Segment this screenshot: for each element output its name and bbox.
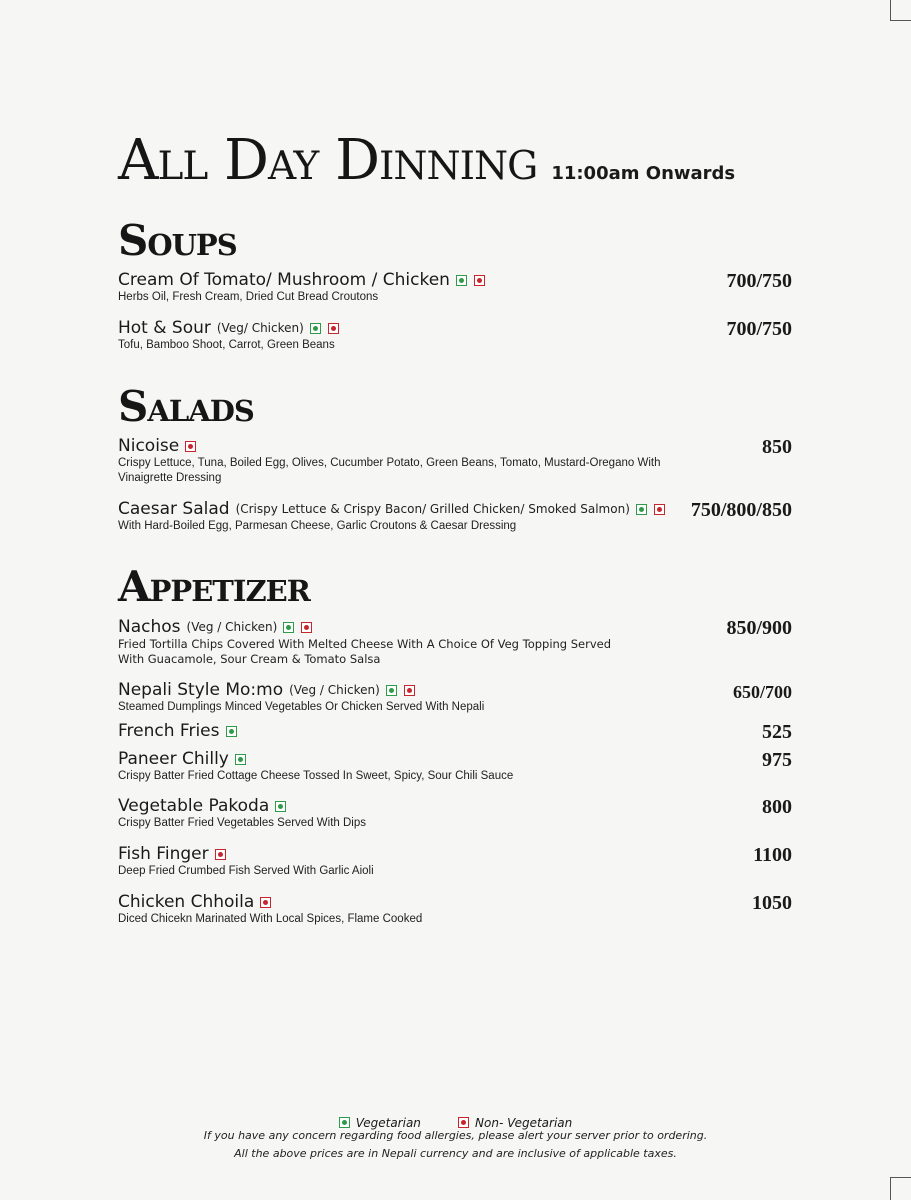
menu-item	[118, 796, 792, 831]
item-price: 700/750	[726, 270, 792, 292]
item-price: 1100	[753, 844, 792, 866]
item-name: Cream Of Tomato/ Mushroom / Chicken	[118, 270, 450, 290]
non-veg-icon	[215, 849, 226, 860]
item-price: 650/700	[732, 682, 792, 702]
item-name: Vegetable Pakoda	[118, 796, 270, 816]
menu-item	[118, 680, 792, 715]
menu-item	[118, 892, 792, 927]
legend-non-veg	[458, 1116, 572, 1130]
menu-item	[118, 844, 792, 879]
page-title: All Day Dinning	[118, 128, 538, 193]
menu-item	[118, 749, 792, 784]
legend-veg	[339, 1116, 421, 1130]
item-price: 850/900	[726, 617, 792, 639]
menu-item	[118, 318, 792, 353]
non-veg-icon	[458, 1117, 469, 1128]
veg-icon	[235, 754, 246, 765]
veg-icon	[283, 622, 294, 633]
item-name: Caesar Salad	[118, 499, 230, 519]
item-description: Fried Tortilla Chips Covered With Melted Cheese With A Choice Of Veg Topping Served With Guacamole, Sour Cream & Tomato Salsa	[118, 637, 612, 666]
item-description: Crispy Batter Fried Vegetables Served With Dips	[118, 817, 366, 829]
item-name: Nachos	[118, 617, 181, 637]
legend-veg-label: Vegetarian	[355, 1115, 421, 1130]
non-veg-icon	[260, 897, 271, 908]
price-note: All the above prices are in Nepali currency and are inclusive of applicable taxes.	[234, 1147, 677, 1160]
item-name: Hot & Sour	[118, 318, 211, 338]
item-price: 700/750	[726, 318, 792, 340]
menu-item	[118, 270, 792, 305]
section-heading-salads: Salads	[118, 382, 254, 431]
section-heading-soups: Soups	[118, 216, 237, 265]
veg-icon	[226, 726, 237, 737]
item-description: Herbs Oil, Fresh Cream, Dried Cut Bread Croutons	[118, 291, 379, 303]
item-description: Diced Chicekn Marinated With Local Spices, Flame Cooked	[118, 913, 423, 925]
non-veg-icon	[301, 622, 312, 633]
veg-icon	[456, 275, 467, 286]
serving-hours: 11:00am Onwards	[551, 163, 736, 184]
item-description: Steamed Dumplings Minced Vegetables Or Chicken Served With Nepali	[118, 701, 485, 713]
non-veg-icon	[404, 685, 415, 696]
legend-non-veg-label: Non- Vegetarian	[475, 1115, 573, 1130]
item-name: Chicken Chhoila	[118, 892, 255, 912]
menu-item	[118, 721, 792, 741]
crop-mark-bottom-right	[890, 1177, 911, 1200]
item-description: Crispy Batter Fried Cottage Cheese Tossed In Sweet, Spicy, Sour Chili Sauce	[118, 770, 514, 782]
item-name: Nepali Style Mo:mo	[118, 680, 284, 700]
veg-icon	[636, 504, 647, 515]
item-price: 975	[762, 749, 792, 771]
veg-icon	[275, 801, 286, 812]
non-veg-icon	[185, 441, 196, 452]
veg-icon	[339, 1117, 350, 1128]
item-variant: (Veg / Chicken)	[289, 683, 380, 697]
item-name: Paneer Chilly	[118, 749, 229, 769]
menu-item	[118, 436, 792, 486]
item-variant: (Veg / Chicken)	[186, 620, 278, 634]
item-name: Fish Finger	[118, 844, 209, 864]
non-veg-icon	[328, 323, 339, 334]
item-price: 850	[762, 436, 792, 458]
non-veg-icon	[654, 504, 665, 515]
item-price: 750/800/850	[690, 499, 792, 521]
menu-item	[118, 617, 792, 667]
item-variant: (Veg/ Chicken)	[216, 321, 304, 335]
veg-icon	[386, 685, 397, 696]
veg-icon	[310, 323, 321, 334]
item-description: With Hard-Boiled Egg, Parmesan Cheese, Garlic Croutons & Caesar Dressing	[118, 520, 517, 532]
item-price: 525	[762, 721, 792, 743]
item-description: Tofu, Bamboo Shoot, Carrot, Green Beans	[118, 339, 335, 351]
item-name: Nicoise	[118, 436, 180, 456]
menu-item	[118, 499, 792, 534]
section-heading-appetizer: Appetizer	[118, 562, 310, 611]
item-description: Deep Fried Crumbed Fish Served With Garlic Aioli	[118, 865, 374, 877]
item-price: 800	[762, 796, 792, 818]
non-veg-icon	[474, 275, 485, 286]
menu-header	[118, 128, 735, 193]
item-description: Crispy Lettuce, Tuna, Boiled Egg, Olives, Cucumber Potato, Green Beans, Tomato, Mustard-Oregano With Vinaigrette Dressing	[118, 457, 661, 484]
crop-mark-top-right	[890, 0, 911, 21]
allergy-note: If you have any concern regarding food allergies, please alert your server prior to ordering.	[203, 1129, 708, 1142]
item-variant: (Crispy Lettuce & Crispy Bacon/ Grilled Chicken/ Smoked Salmon)	[235, 502, 630, 516]
item-price: 1050	[752, 892, 792, 914]
item-name: French Fries	[118, 721, 220, 741]
